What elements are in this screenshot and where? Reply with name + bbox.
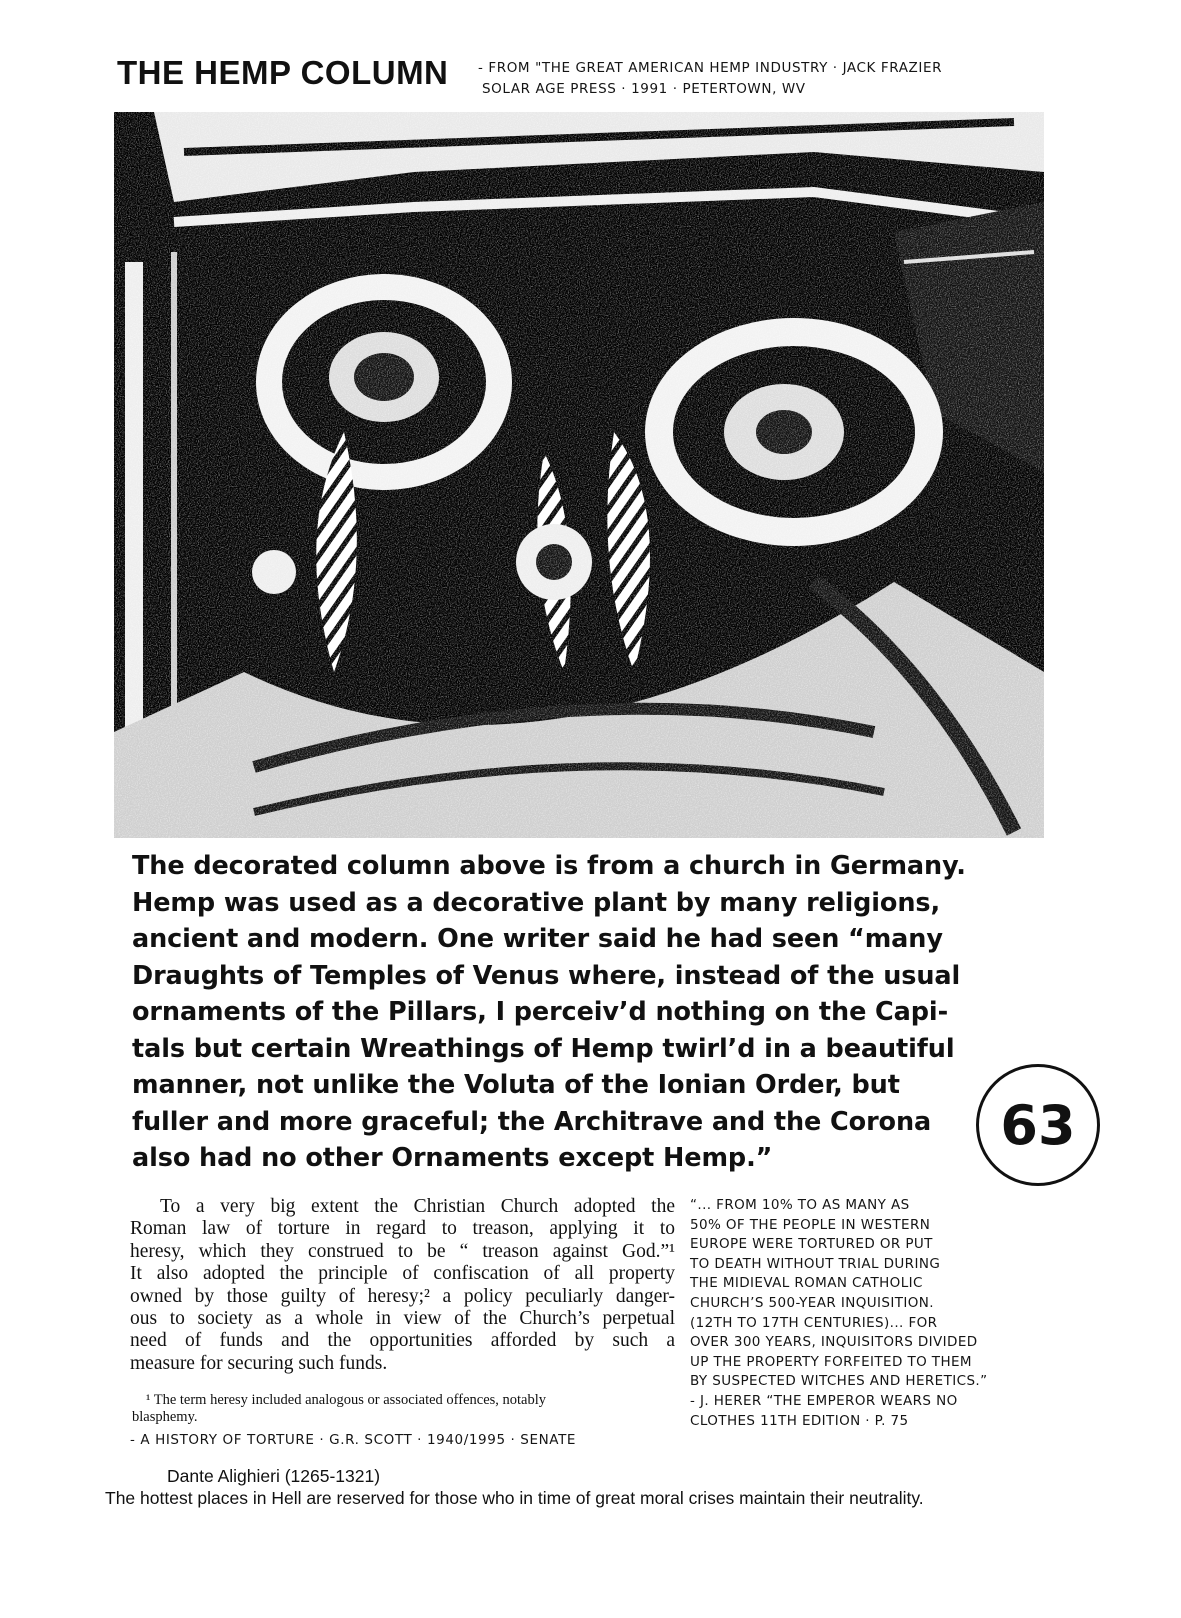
column-capital-image bbox=[114, 112, 1044, 838]
quote-line: 50% OF THE PEOPLE IN WESTERN bbox=[690, 1216, 931, 1233]
caption-line: ornaments of the Pillars, I perceiv’d nothing on the Capi- bbox=[132, 997, 949, 1027]
page-number-badge bbox=[976, 1064, 1100, 1186]
source-note bbox=[478, 58, 1078, 100]
caption-line: ancient and modern. One writer said he had seen “many bbox=[132, 924, 943, 954]
source-note-line-1: - FROM "THE GREAT AMERICAN HEMP INDUSTRY · JACK FRAZIER bbox=[478, 60, 943, 76]
caption-line: The decorated column above is from a church in Germany. bbox=[132, 851, 966, 881]
quote-line: BY SUSPECTED WITCHES AND HERETICS.” bbox=[690, 1373, 988, 1390]
excerpt-line: ous to society as a whole in view of the Church’s perpetual bbox=[130, 1308, 675, 1330]
dante-attribution: Dante Alighieri (1265-1321) bbox=[167, 1466, 381, 1486]
caption-line: fuller and more graceful; the Architrave and the Corona bbox=[132, 1106, 932, 1137]
quote-line: TO DEATH WITHOUT TRIAL DURING bbox=[690, 1255, 941, 1272]
dante-quote: The hottest places in Hell are reserved for those who in time of great moral crises maintain their neutrality. bbox=[105, 1488, 924, 1508]
caption-line: manner, not unlike the Voluta of the Ionian Order, but bbox=[132, 1070, 900, 1100]
excerpt-line: measure for securing such funds. bbox=[130, 1352, 388, 1374]
torture-excerpt bbox=[130, 1196, 675, 1375]
herer-quote bbox=[690, 1196, 1050, 1431]
torture-citation: - A HISTORY OF TORTURE · G.R. SCOTT · 1940/1995 · SENATE bbox=[130, 1432, 577, 1448]
caption bbox=[132, 848, 1032, 1177]
excerpt-line: owned by those guilty of heresy;² a policy peculiarly danger- bbox=[130, 1285, 675, 1307]
quote-line: - J. HERER “THE EMPEROR WEARS NO bbox=[690, 1392, 958, 1409]
excerpt-line: heresy, which they construed to be “ treason against God.”¹ bbox=[130, 1240, 675, 1262]
quote-line: EUROPE WERE TORTURED OR PUT bbox=[690, 1236, 933, 1253]
caption-line: tals but certain Wreathings of Hemp twirl’d in a beautiful bbox=[132, 1033, 955, 1064]
quote-line: THE MIDIEVAL ROMAN CATHOLIC bbox=[690, 1275, 923, 1292]
caption-line: Draughts of Temples of Venus where, instead of the usual bbox=[132, 960, 961, 991]
source-note-line-2: SOLAR AGE PRESS · 1991 · PETERTOWN, WV bbox=[482, 81, 806, 97]
quote-line: (12TH TO 17TH CENTURIES)... FOR bbox=[690, 1314, 938, 1331]
excerpt-line: Roman law of torture in regard to treason, applying it to bbox=[130, 1218, 675, 1240]
quote-line: CLOTHES 11TH EDITION · P. 75 bbox=[690, 1412, 909, 1429]
quote-line: OVER 300 YEARS, INQUISITORS DIVIDED bbox=[690, 1334, 978, 1351]
quote-line: UP THE PROPERTY FORFEITED TO THEM bbox=[690, 1353, 972, 1370]
quote-line: CHURCH’S 500-YEAR INQUISITION. bbox=[690, 1294, 934, 1311]
hemp-column-photo bbox=[114, 112, 1044, 838]
excerpt-line: need of funds and the opportunities afforded by such a bbox=[130, 1330, 675, 1352]
caption-line: also had no other Ornaments except Hemp.” bbox=[132, 1143, 773, 1173]
footnote-line: blasphemy. bbox=[132, 1409, 198, 1425]
page-title: THE HEMP COLUMN bbox=[117, 54, 449, 91]
caption-line: Hemp was used as a decorative plant by many religions, bbox=[132, 887, 941, 918]
footnote bbox=[132, 1392, 677, 1426]
footnote-line: ¹ The term heresy included analogous or associated offences, notably bbox=[146, 1392, 547, 1408]
page-number: 63 bbox=[1000, 1093, 1076, 1157]
excerpt-line: To a very big extent the Christian Church adopted the bbox=[160, 1196, 675, 1217]
excerpt-line: It also adopted the principle of confiscation of all property bbox=[130, 1263, 675, 1285]
quote-line: “... FROM 10% TO AS MANY AS bbox=[690, 1197, 910, 1213]
